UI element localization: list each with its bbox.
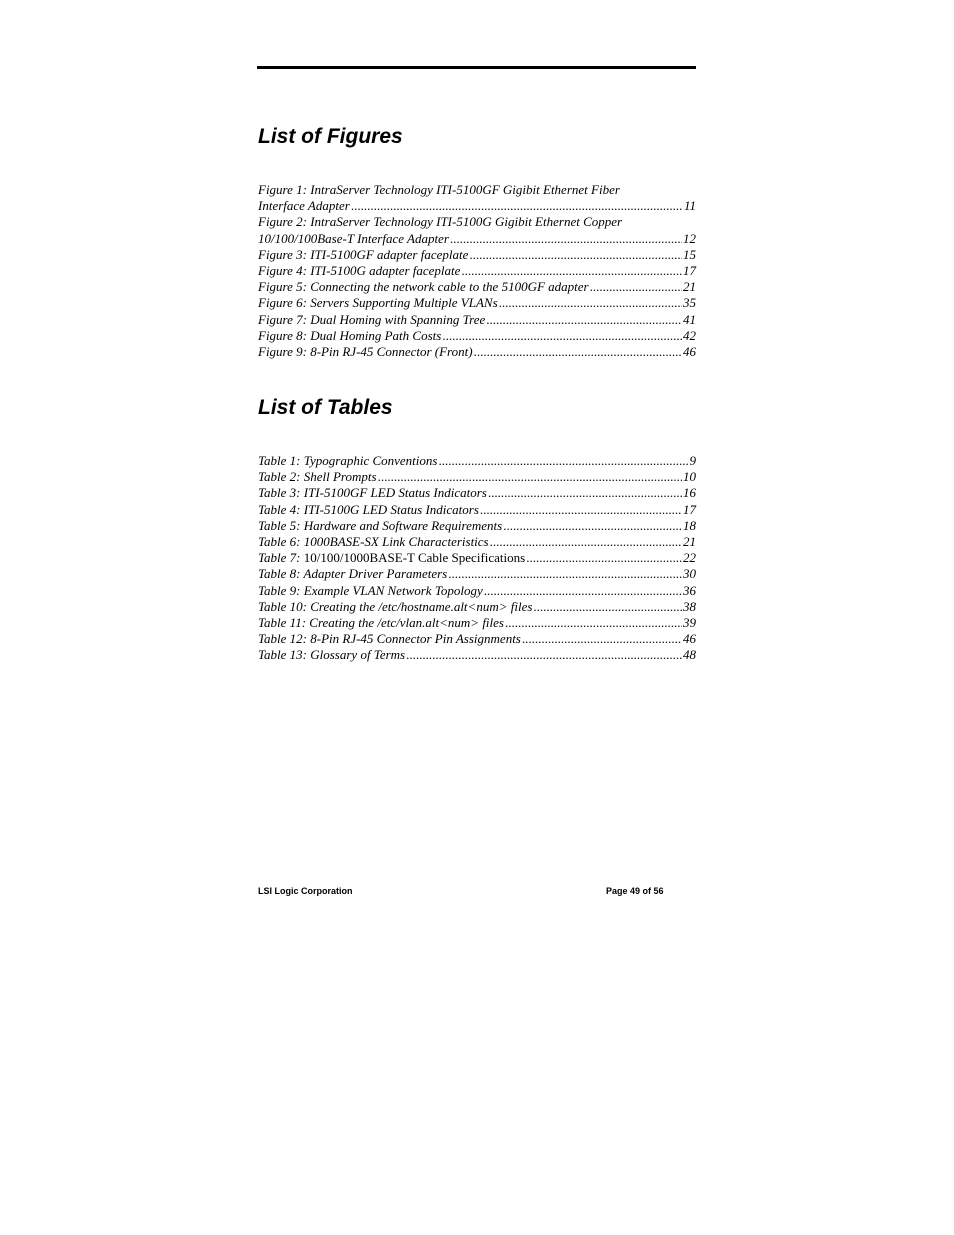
page-number: 42 — [683, 327, 696, 343]
list-of-figures-heading: List of Figures — [258, 125, 403, 148]
entry-text: Figure 9: 8-Pin RJ-45 Connector (Front) — [258, 344, 473, 360]
entry-text — [258, 550, 525, 566]
dot-leader — [488, 485, 682, 501]
page-number: 41 — [683, 311, 696, 327]
entry-text: Table 6: 1000BASE-SX Link Characteristics — [258, 534, 489, 550]
dot-leader — [351, 198, 683, 214]
figure-entry-8[interactable] — [258, 328, 696, 344]
figure-entry-9[interactable] — [258, 344, 696, 360]
entry-text: Table 9: Example VLAN Network Topology — [258, 582, 483, 598]
figure-entry-1[interactable] — [258, 182, 696, 214]
entry-text: Interface Adapter — [258, 198, 350, 214]
entry-text: 10/100/100Base-T Interface Adapter — [258, 230, 449, 246]
dot-leader — [461, 263, 682, 279]
page-number: 38 — [683, 598, 696, 614]
entry-text: Table 11: Creating the /etc/vlan.alt<num> files — [258, 615, 504, 631]
dot-leader — [499, 295, 682, 311]
dot-leader — [486, 312, 682, 328]
page-number: 17 — [683, 263, 696, 279]
page-number: 46 — [683, 344, 696, 360]
dot-leader — [469, 247, 682, 263]
entry-text: Table 10: Creating the /etc/hostname.alt<num> files — [258, 598, 533, 614]
dot-leader — [474, 344, 682, 360]
table-entry-8[interactable] — [258, 566, 696, 582]
table-entry-11[interactable] — [258, 615, 696, 631]
table-entry-6[interactable] — [258, 534, 696, 550]
figures-list — [258, 182, 696, 360]
page-number: 21 — [683, 534, 696, 550]
entry-label: Table 7: — [258, 550, 301, 566]
entry-first-line: Figure 1: IntraServer Technology ITI-5100GF Gigibit Ethernet Fiber — [258, 182, 620, 197]
figure-entry-4[interactable] — [258, 263, 696, 279]
entry-text: Table 1: Typographic Conventions — [258, 453, 438, 468]
dot-leader — [448, 566, 682, 582]
dot-leader — [480, 502, 682, 518]
dot-leader — [503, 518, 682, 534]
figure-entry-5[interactable] — [258, 279, 696, 295]
page-number: 35 — [683, 295, 696, 311]
dot-leader — [450, 231, 682, 247]
table-entry-2[interactable] — [258, 469, 696, 485]
entry-text: Table 5: Hardware and Software Requirements — [258, 517, 503, 533]
entry-text: Table 12: 8-Pin RJ-45 Connector Pin Assignments — [258, 631, 521, 647]
dot-leader — [484, 583, 682, 599]
dot-leader — [378, 469, 682, 485]
entry-text: Figure 7: Dual Homing with Spanning Tree — [258, 311, 486, 327]
page-number: 12 — [683, 230, 696, 246]
page-number: 48 — [683, 647, 696, 663]
entry-text: Figure 8: Dual Homing Path Costs — [258, 327, 442, 343]
page-number: 22 — [683, 550, 696, 566]
page-number: 18 — [683, 517, 696, 533]
page-number: 15 — [683, 246, 696, 262]
table-entry-3[interactable] — [258, 485, 696, 501]
dot-leader — [438, 453, 688, 469]
figure-entry-6[interactable] — [258, 295, 696, 311]
table-entry-13[interactable] — [258, 647, 696, 663]
table-entry-12[interactable] — [258, 631, 696, 647]
entry-text: Figure 4: ITI-5100G adapter faceplate — [258, 263, 461, 279]
dot-leader — [533, 599, 682, 615]
entry-text: Table 4: ITI-5100G LED Status Indicators — [258, 501, 479, 517]
page-number: 10 — [683, 469, 696, 485]
footer-company: LSI Logic Corporation — [258, 886, 353, 896]
page-number: 36 — [683, 582, 696, 598]
entry-text: Table 8: Adapter Driver Parameters — [258, 566, 448, 582]
list-of-tables-heading: List of Tables — [258, 396, 393, 419]
page-number: 17 — [683, 501, 696, 517]
table-entry-4[interactable] — [258, 502, 696, 518]
page-number: 21 — [683, 279, 696, 295]
table-entry-9[interactable] — [258, 583, 696, 599]
page-number: 46 — [683, 631, 696, 647]
dot-leader — [526, 550, 682, 566]
tables-list — [258, 453, 696, 664]
dot-leader — [406, 647, 682, 663]
table-entry-5[interactable] — [258, 518, 696, 534]
table-entry-7[interactable] — [258, 550, 696, 566]
entry-text: Table 3: ITI-5100GF LED Status Indicators — [258, 485, 487, 501]
page-number: 39 — [683, 615, 696, 631]
table-entry-10[interactable] — [258, 599, 696, 615]
dot-leader — [505, 615, 682, 631]
entry-text: Table 13: Glossary of Terms — [258, 647, 406, 663]
footer-page-number: Page 49 of 56 — [606, 886, 664, 896]
page-number: 30 — [683, 566, 696, 582]
entry-text: Figure 3: ITI-5100GF adapter faceplate — [258, 246, 469, 262]
dot-leader — [442, 328, 682, 344]
entry-text: Figure 6: Servers Supporting Multiple VLANs — [258, 295, 498, 311]
page-number: 16 — [683, 485, 696, 501]
page-number: 9 — [689, 453, 696, 468]
dot-leader — [522, 631, 682, 647]
entry-first-line: Figure 2: IntraServer Technology ITI-5100G Gigibit Ethernet Copper — [258, 214, 623, 230]
entry-upright-text: 10/100/1000BASE-T Cable Specifications — [303, 550, 526, 566]
figure-entry-2[interactable] — [258, 214, 696, 246]
entry-text: Table 2: Shell Prompts — [258, 469, 377, 485]
figure-entry-3[interactable] — [258, 247, 696, 263]
entry-text: Figure 5: Connecting the network cable to the 5100GF adapter — [258, 279, 589, 295]
header-rule — [257, 66, 696, 69]
figure-entry-7[interactable] — [258, 312, 696, 328]
dot-leader — [490, 534, 682, 550]
table-entry-1[interactable] — [258, 453, 696, 469]
page-number: 11 — [683, 198, 696, 214]
dot-leader — [590, 279, 682, 295]
